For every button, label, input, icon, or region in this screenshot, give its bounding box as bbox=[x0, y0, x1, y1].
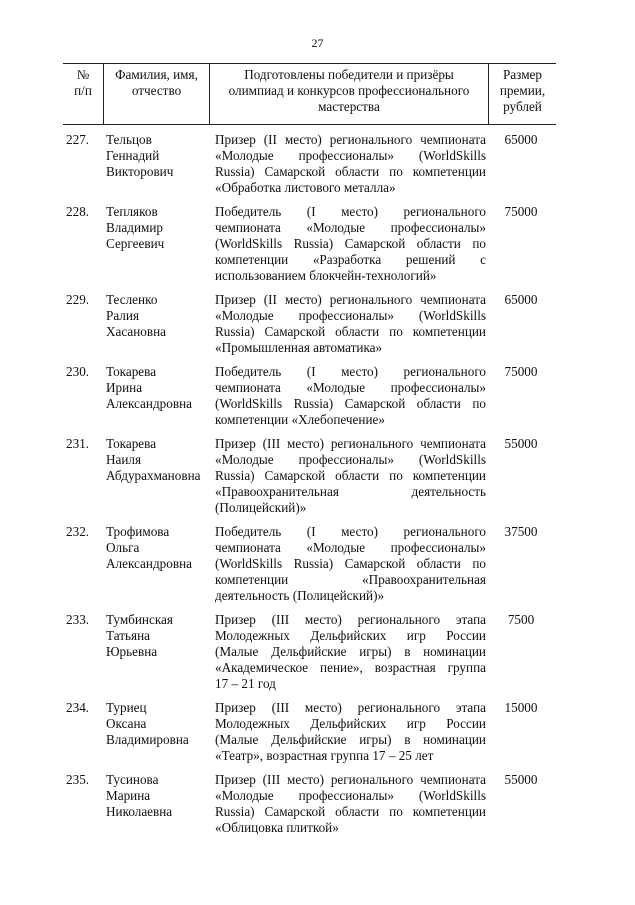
name-line: Ралия bbox=[106, 308, 140, 323]
name-line: Тельцов bbox=[106, 132, 152, 147]
name-line: Наиля bbox=[106, 452, 142, 467]
row-prize-amount: 75000 bbox=[504, 204, 538, 219]
name-line: Николаевна bbox=[106, 804, 173, 819]
row-number: 227. bbox=[66, 132, 90, 147]
row-full-name bbox=[103, 132, 215, 196]
row-number: 228. bbox=[66, 204, 90, 219]
achievement-line: 17 – 21 год bbox=[215, 676, 276, 691]
achievement-line: Призер (III место) регионального этапа bbox=[215, 700, 486, 715]
row-full-name bbox=[103, 436, 215, 516]
row-prize-amount: 65000 bbox=[504, 292, 538, 307]
achievement-line: Призер (III место) регионального этапа bbox=[215, 612, 486, 627]
header-amount-line: премии, bbox=[499, 83, 546, 98]
achievement-line: компетенции «Разработка решений с bbox=[215, 252, 486, 267]
name-line: Владимировна bbox=[106, 732, 189, 747]
achievement-line: «Облицовка плиткой» bbox=[215, 820, 339, 835]
header-name bbox=[103, 64, 209, 124]
achievement-line: компетенции «Хлебопечение» bbox=[215, 412, 385, 427]
row-number: 229. bbox=[66, 292, 90, 307]
row-full-name bbox=[103, 204, 215, 284]
header-amount-line: рублей bbox=[503, 99, 542, 114]
achievement-line: Молодежных Дельфийских игр России bbox=[215, 628, 486, 643]
name-line: Токарева bbox=[106, 364, 157, 379]
table-row bbox=[66, 132, 556, 196]
name-line: Александровна bbox=[106, 556, 192, 571]
table-row bbox=[66, 524, 556, 604]
header-amount bbox=[488, 64, 556, 124]
table-row bbox=[66, 612, 556, 692]
achievement-line: компетенции «Правоохранительная bbox=[215, 572, 486, 587]
header-num-line: № bbox=[76, 67, 90, 82]
achievement-line: (Полицейский)» bbox=[215, 500, 307, 515]
name-line: Токарева bbox=[106, 436, 157, 451]
achievement-line: «Молодые профессионалы» (WorldSkills bbox=[215, 308, 486, 323]
achievement-line: чемпионата «Молодые профессионалы» bbox=[215, 540, 486, 555]
row-achievement bbox=[215, 436, 486, 516]
achievement-line: «Промышленная автоматика» bbox=[215, 340, 383, 355]
row-achievement bbox=[215, 132, 486, 196]
name-line: Тусинова bbox=[106, 772, 159, 787]
header-desc bbox=[209, 64, 488, 124]
header-num-line: п/п bbox=[74, 83, 92, 98]
achievement-line: Победитель (I место) регионального bbox=[215, 204, 486, 219]
table-row bbox=[66, 204, 556, 284]
name-line: Тепляков bbox=[106, 204, 158, 219]
achievement-line: Russia) Самарской области по компетенции bbox=[215, 324, 486, 339]
row-achievement bbox=[215, 364, 486, 428]
row-number: 230. bbox=[66, 364, 90, 379]
name-line: Тесленко bbox=[106, 292, 158, 307]
achievement-line: Russia) Самарской области по компетенции bbox=[215, 468, 486, 483]
row-full-name bbox=[103, 364, 215, 428]
achievement-line: Призер (III место) регионального чемпионата bbox=[215, 772, 486, 787]
achievement-line: Победитель (I место) регионального bbox=[215, 364, 486, 379]
row-achievement bbox=[215, 772, 486, 836]
achievement-line: «Академическое пение», возрастная группа bbox=[215, 660, 486, 675]
row-achievement bbox=[215, 700, 486, 764]
row-prize-amount: 55000 bbox=[504, 772, 538, 787]
achievement-line: «Обработка листового металла» bbox=[215, 180, 396, 195]
row-number: 231. bbox=[66, 436, 90, 451]
header-desc-line: Подготовлены победители и призёры bbox=[244, 67, 454, 82]
name-line: Трофимова bbox=[106, 524, 170, 539]
row-achievement bbox=[215, 292, 486, 356]
name-line: Оксана bbox=[106, 716, 147, 731]
achievement-line: Победитель (I место) регионального bbox=[215, 524, 486, 539]
name-line: Марина bbox=[106, 788, 151, 803]
row-achievement bbox=[215, 524, 486, 604]
row-achievement bbox=[215, 204, 486, 284]
header-desc-line: мастерства bbox=[318, 99, 380, 114]
achievement-line: «Молодые профессионалы» (WorldSkills bbox=[215, 788, 486, 803]
row-number: 235. bbox=[66, 772, 90, 787]
name-line: Владимир bbox=[106, 220, 163, 235]
achievement-line: (WorldSkills Russia) Самарской области по bbox=[215, 396, 486, 411]
achievement-line: (Малые Дельфийские игры) в номинации bbox=[215, 644, 486, 659]
achievement-line: «Правоохранительная деятельность bbox=[215, 484, 486, 499]
achievement-line: (WorldSkills Russia) Самарской области по bbox=[215, 236, 486, 251]
table-row bbox=[66, 772, 556, 836]
row-prize-amount: 7500 bbox=[507, 612, 535, 627]
name-line: Абдурахмановна bbox=[106, 468, 201, 483]
header-name-line: Фамилия, имя, bbox=[115, 67, 198, 82]
header-desc-line: олимпиад и конкурсов профессионального bbox=[228, 83, 470, 98]
row-full-name bbox=[103, 700, 215, 764]
achievement-line: (Малые Дельфийские игры) в номинации bbox=[215, 732, 486, 747]
name-line: Александровна bbox=[106, 396, 192, 411]
table-row bbox=[66, 700, 556, 764]
name-line: Ольга bbox=[106, 540, 140, 555]
row-number: 232. bbox=[66, 524, 90, 539]
achievement-line: «Молодые профессионалы» (WorldSkills bbox=[215, 148, 486, 163]
row-prize-amount: 37500 bbox=[504, 524, 538, 539]
achievement-line: использованием блокчейн-технологий» bbox=[215, 268, 437, 283]
name-line: Хасановна bbox=[106, 324, 167, 339]
name-line: Татьяна bbox=[106, 628, 150, 643]
achievement-line: деятельность (Полицейский)» bbox=[215, 588, 385, 603]
name-line: Юрьевна bbox=[106, 644, 158, 659]
row-full-name bbox=[103, 612, 215, 692]
row-full-name bbox=[103, 772, 215, 836]
row-prize-amount: 55000 bbox=[504, 436, 538, 451]
achievement-line: (WorldSkills Russia) Самарской области по bbox=[215, 556, 486, 571]
achievement-line: «Молодые профессионалы» (WorldSkills bbox=[215, 452, 486, 467]
achievement-line: Russia) Самарской области по компетенции bbox=[215, 164, 486, 179]
table-row bbox=[66, 436, 556, 516]
table-row bbox=[66, 364, 556, 428]
row-number: 234. bbox=[66, 700, 90, 715]
header-amount-line: Размер bbox=[502, 67, 542, 82]
row-prize-amount: 75000 bbox=[504, 364, 538, 379]
table-row bbox=[66, 292, 556, 356]
achievement-line: Молодежных Дельфийских игр России bbox=[215, 716, 486, 731]
achievement-line: Russia) Самарской области по компетенции bbox=[215, 804, 486, 819]
achievement-line: «Театр», возрастная группа 17 – 25 лет bbox=[215, 748, 434, 763]
row-full-name bbox=[103, 524, 215, 604]
name-line: Викторович bbox=[106, 164, 174, 179]
name-line: Геннадий bbox=[106, 148, 160, 163]
achievement-line: Призер (III место) регионального чемпионата bbox=[215, 436, 486, 451]
row-number: 233. bbox=[66, 612, 90, 627]
row-prize-amount: 15000 bbox=[504, 700, 538, 715]
achievement-line: Призер (II место) регионального чемпионата bbox=[215, 292, 486, 307]
achievement-line: Призер (II место) регионального чемпионата bbox=[215, 132, 486, 147]
table-header bbox=[63, 63, 556, 125]
page-number: 27 bbox=[311, 36, 324, 50]
name-line: Сергеевич bbox=[106, 236, 165, 251]
achievement-line: чемпионата «Молодые профессионалы» bbox=[215, 220, 486, 235]
header-num bbox=[63, 64, 103, 124]
row-achievement bbox=[215, 612, 486, 692]
name-line: Ирина bbox=[106, 380, 143, 395]
name-line: Тумбинская bbox=[106, 612, 173, 627]
header-name-line: отчество bbox=[131, 83, 182, 98]
table-body bbox=[66, 132, 556, 844]
row-full-name bbox=[103, 292, 215, 356]
achievement-line: чемпионата «Молодые профессионалы» bbox=[215, 380, 486, 395]
row-prize-amount: 65000 bbox=[504, 132, 538, 147]
name-line: Туриец bbox=[106, 700, 147, 715]
